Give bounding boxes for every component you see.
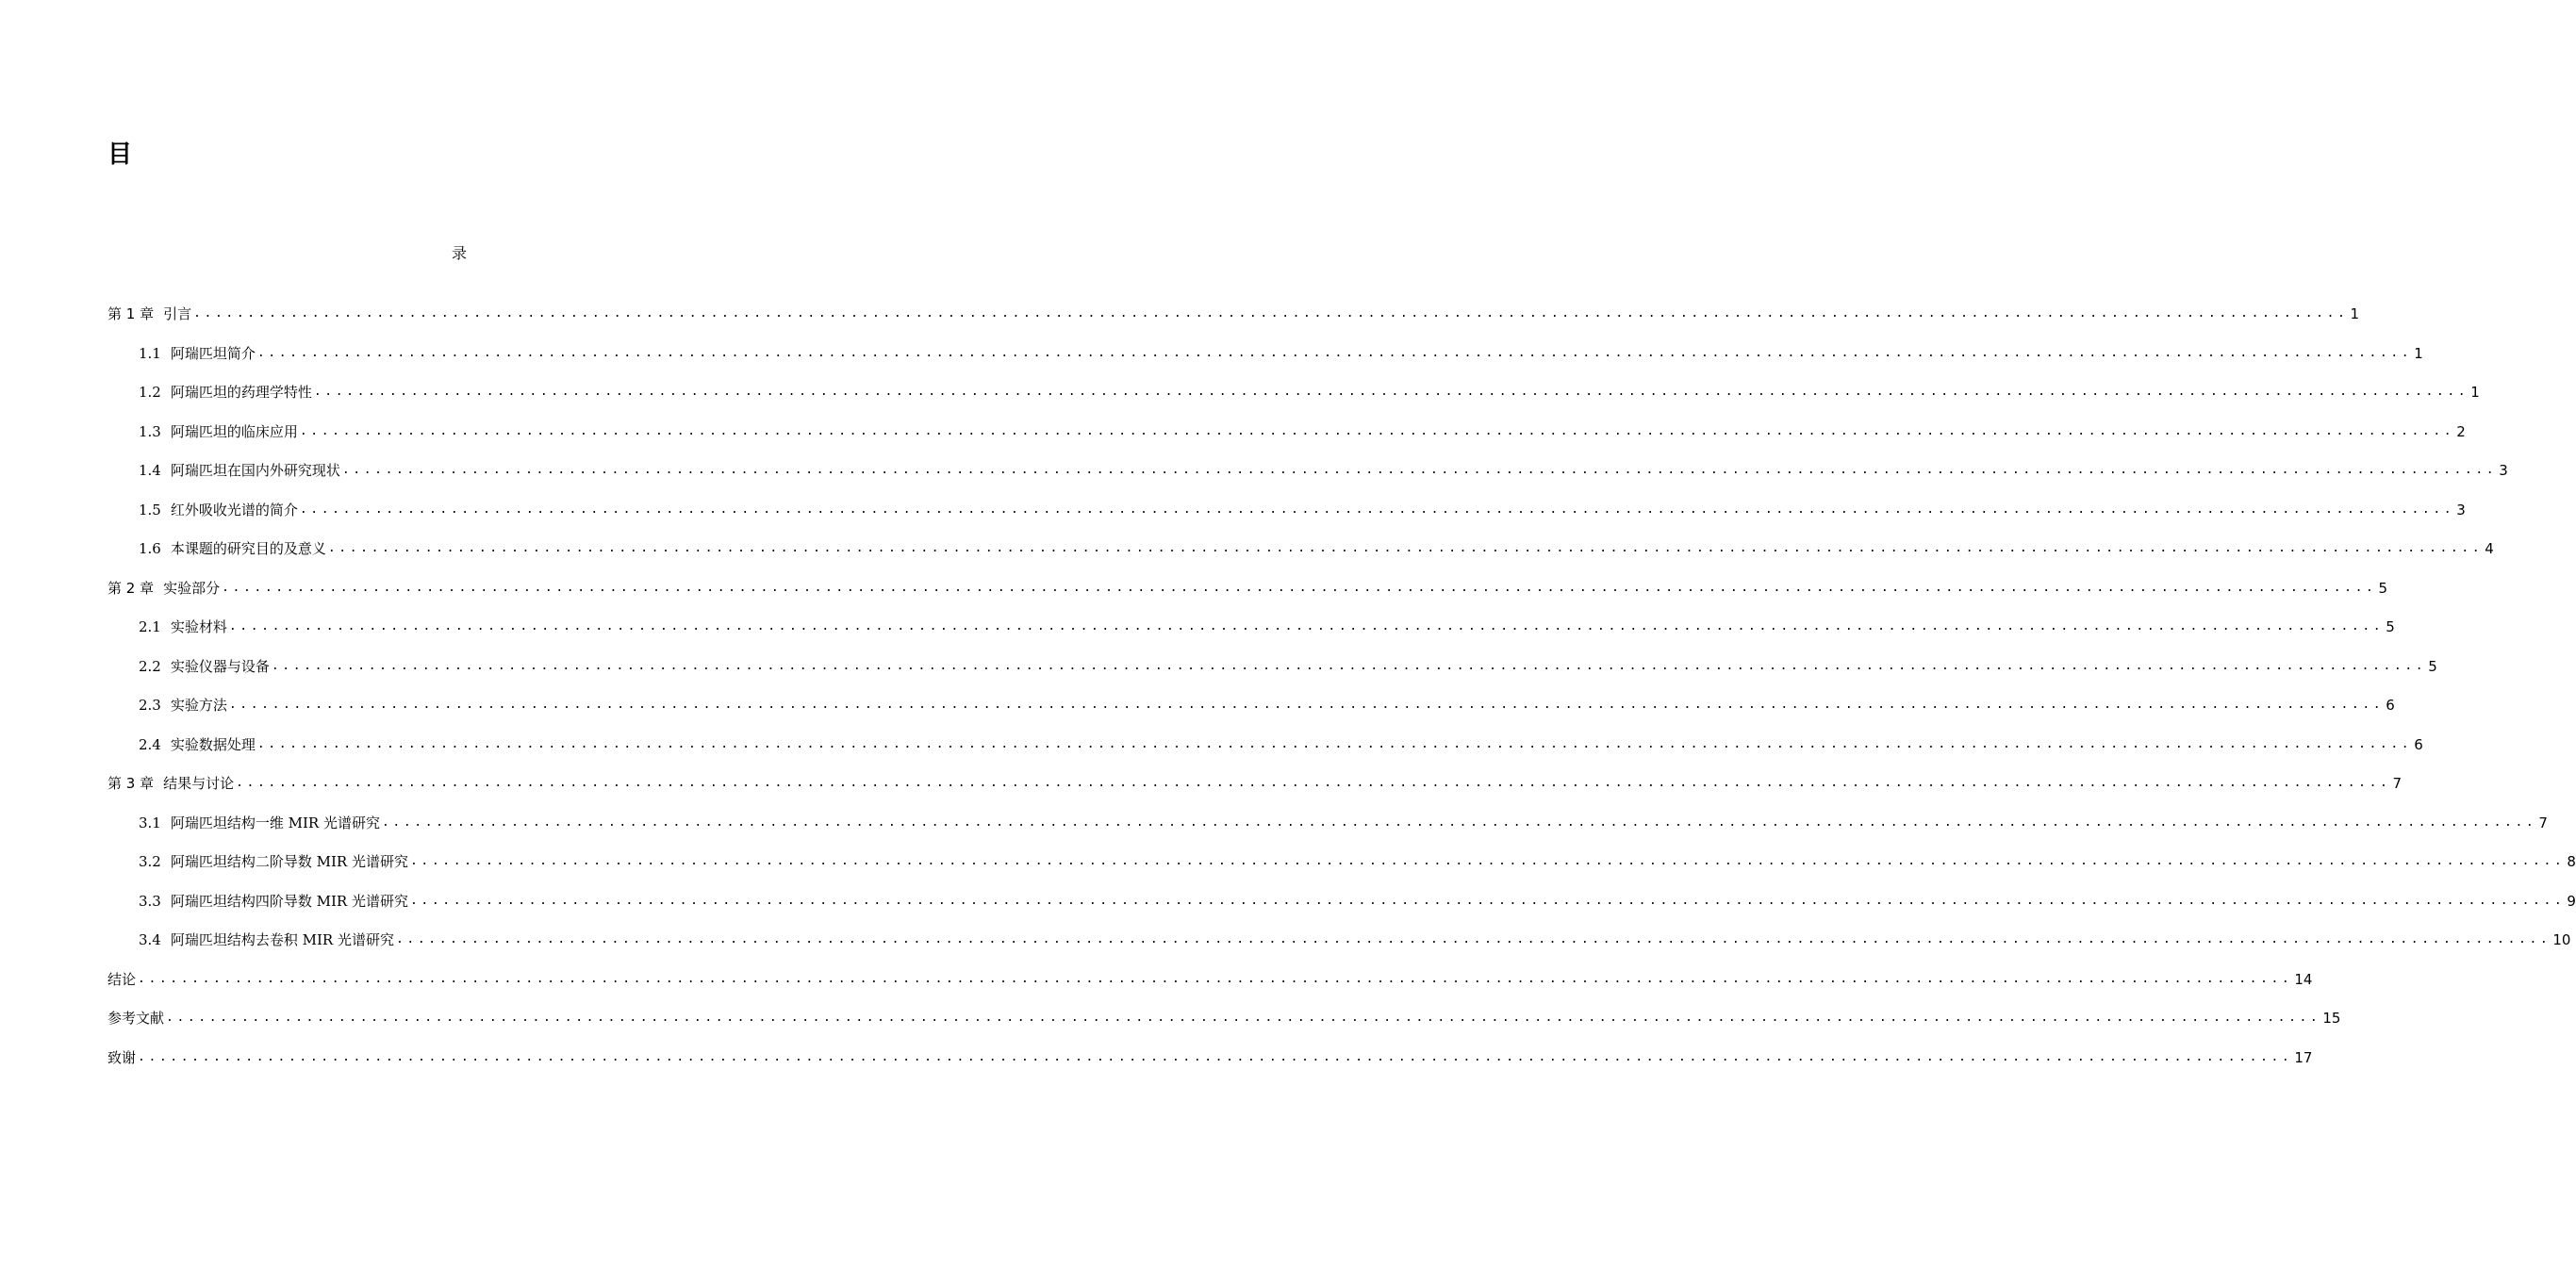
toc-page-number: 5 — [2428, 657, 2437, 675]
toc-entry-number: 3.4 — [139, 931, 161, 948]
toc-dot-leader: ........................................................................................................................................................................................................ — [138, 971, 2293, 986]
toc-dot-leader: ........................................................................................................................................................................................................ — [381, 814, 2537, 830]
toc-entry-text: 实验方法 — [170, 697, 227, 714]
toc-entry-text: 阿瑞匹坦结构二阶导数 MIR 光谱研究 — [170, 853, 408, 870]
toc-entry-title — [139, 381, 312, 403]
toc-dot-leader: ........................................................................................................................................................................................................ — [299, 502, 2455, 517]
toc-entry-text: 结论 — [107, 970, 137, 988]
toc-section-entry[interactable] — [107, 342, 2423, 382]
toc-entry-text: 本课题的研究目的及意义 — [170, 540, 326, 557]
toc-entry-text: 实验仪器与设备 — [170, 657, 270, 675]
toc-dot-leader: ........................................................................................................................................................................................................ — [327, 541, 2484, 555]
toc-entry-text: 阿瑞匹坦在国内外研究现状 — [170, 462, 340, 479]
toc-section-entry[interactable] — [107, 850, 2576, 890]
toc-page-number: 8 — [2567, 853, 2576, 870]
toc-entry-text: 阿瑞匹坦的药理学特性 — [170, 384, 312, 401]
toc-dot-leader: ........................................................................................................................................................................................................ — [138, 1049, 2293, 1064]
toc-entry-text: 实验数据处理 — [170, 735, 256, 753]
toc-dot-leader: ........................................................................................................................................................................................................ — [409, 854, 2566, 868]
toc-section-entry[interactable] — [107, 420, 2466, 460]
table-of-contents — [107, 303, 2576, 1085]
toc-dot-leader: ........................................................................................................................................................................................................ — [341, 463, 2498, 477]
toc-entry-text: 阿瑞匹坦结构四阶导数 MIR 光谱研究 — [170, 892, 408, 910]
toc-section-entry[interactable] — [107, 655, 2437, 695]
toc-dot-leader: ........................................................................................................................................................................................................ — [193, 306, 2349, 321]
toc-dot-leader: ........................................................................................................................................................................................................ — [271, 658, 2427, 673]
toc-dot-leader: ........................................................................................................................................................................................................ — [409, 893, 2566, 908]
toc-page-number: 14 — [2294, 970, 2313, 988]
toc-heading-first-char: 目 — [107, 140, 133, 169]
toc-chapter-entry[interactable] — [107, 772, 2402, 812]
toc-entry-title — [107, 1046, 136, 1069]
toc-section-entry[interactable] — [107, 459, 2508, 499]
toc-entry-title — [107, 577, 220, 600]
toc-dot-leader: ........................................................................................................................................................................................................ — [256, 345, 2413, 360]
toc-entry-title — [107, 968, 136, 991]
toc-entry-text: 红外吸收光谱的简介 — [170, 501, 298, 518]
toc-entry-title — [107, 772, 234, 795]
toc-section-entry[interactable] — [107, 381, 2480, 420]
toc-dot-leader: ........................................................................................................................................................................................................ — [236, 776, 2391, 790]
toc-entry-number: 1.3 — [139, 422, 161, 440]
toc-dot-leader: ........................................................................................................................................................................................................ — [222, 580, 2377, 595]
toc-dot-leader: ........................................................................................................................................................................................................ — [166, 1011, 2321, 1025]
toc-entry-title — [139, 342, 256, 365]
toc-entry-number: 第 1 章 — [107, 305, 155, 322]
toc-page-number: 3 — [2499, 462, 2508, 479]
toc-entry-text: 引言 — [163, 305, 192, 322]
toc-entry-title — [139, 890, 408, 913]
toc-page-number: 10 — [2552, 931, 2571, 948]
toc-dot-leader: ........................................................................................................................................................................................................ — [256, 736, 2413, 751]
toc-entry-text: 阿瑞匹坦的临床应用 — [170, 422, 298, 440]
toc-page-number: 6 — [2414, 735, 2423, 753]
toc-entry-number: 3.1 — [139, 814, 161, 831]
toc-dot-leader: ........................................................................................................................................................................................................ — [395, 932, 2551, 946]
toc-chapter-entry[interactable] — [107, 1046, 2313, 1086]
toc-section-entry[interactable] — [107, 890, 2576, 930]
toc-section-entry[interactable] — [107, 812, 2548, 851]
toc-entry-number: 3.2 — [139, 853, 161, 870]
toc-page-number: 2 — [2456, 422, 2466, 440]
toc-section-entry[interactable] — [107, 694, 2395, 733]
toc-page-number: 5 — [2386, 618, 2395, 635]
toc-entry-text: 结果与讨论 — [163, 775, 235, 792]
toc-entry-title — [139, 420, 298, 443]
toc-section-entry[interactable] — [107, 537, 2494, 577]
toc-dot-leader: ........................................................................................................................................................................................................ — [299, 423, 2455, 438]
toc-entry-title — [139, 499, 298, 521]
toc-chapter-entry[interactable] — [107, 577, 2387, 617]
toc-entry-title — [139, 537, 326, 560]
toc-dot-leader: ........................................................................................................................................................................................................ — [228, 698, 2385, 712]
toc-page-number: 4 — [2485, 540, 2494, 557]
toc-section-entry[interactable] — [107, 616, 2395, 655]
toc-entry-text: 阿瑞匹坦结构去卷积 MIR 光谱研究 — [170, 931, 394, 948]
toc-entry-title — [139, 694, 227, 716]
toc-entry-number: 2.2 — [139, 657, 161, 675]
toc-chapter-entry[interactable] — [107, 303, 2359, 342]
toc-page-number: 7 — [2392, 775, 2402, 792]
toc-entry-text: 参考文献 — [107, 1010, 165, 1027]
toc-entry-title — [139, 616, 227, 638]
toc-entry-title — [139, 459, 340, 482]
toc-entry-title — [107, 303, 191, 325]
toc-entry-number: 2.3 — [139, 697, 161, 714]
toc-dot-leader: ........................................................................................................................................................................................................ — [228, 619, 2385, 634]
toc-chapter-entry[interactable] — [107, 968, 2313, 1008]
toc-entry-text: 阿瑞匹坦结构一维 MIR 光谱研究 — [170, 814, 380, 831]
toc-entry-number: 第 2 章 — [107, 579, 155, 597]
toc-entry-text: 实验部分 — [163, 579, 221, 597]
toc-entry-title — [107, 1007, 164, 1029]
toc-entry-number: 3.3 — [139, 892, 161, 910]
toc-entry-title — [139, 812, 380, 834]
toc-entry-text: 阿瑞匹坦简介 — [170, 344, 256, 362]
toc-entry-number: 2.4 — [139, 735, 161, 753]
toc-entry-number: 1.2 — [139, 384, 161, 401]
toc-entry-text: 实验材料 — [170, 618, 227, 635]
toc-entry-number: 第 3 章 — [107, 775, 155, 792]
toc-entry-title — [139, 850, 408, 873]
toc-page-number: 1 — [2350, 305, 2359, 322]
toc-entry-title — [139, 929, 394, 951]
toc-entry-number: 1.5 — [139, 501, 161, 518]
toc-page-number: 6 — [2386, 697, 2395, 714]
toc-section-entry[interactable] — [107, 733, 2423, 773]
toc-section-entry[interactable] — [107, 929, 2571, 968]
toc-page-number: 1 — [2470, 384, 2480, 401]
toc-heading-second-char: 录 — [451, 244, 467, 262]
toc-page-number: 9 — [2567, 892, 2576, 910]
toc-chapter-entry[interactable] — [107, 1007, 2341, 1046]
toc-entry-number: 1.4 — [139, 462, 161, 479]
toc-page-number: 3 — [2456, 501, 2466, 518]
toc-entry-number: 1.6 — [139, 540, 161, 557]
toc-page-number: 5 — [2378, 579, 2387, 597]
toc-section-entry[interactable] — [107, 499, 2466, 538]
toc-entry-title — [139, 655, 270, 678]
toc-dot-leader: ........................................................................................................................................................................................................ — [313, 385, 2469, 399]
toc-page-number: 1 — [2414, 344, 2423, 362]
toc-entry-text: 致谢 — [107, 1048, 137, 1066]
toc-entry-title — [139, 733, 256, 756]
toc-page-number: 15 — [2322, 1010, 2341, 1027]
toc-page-number: 17 — [2294, 1048, 2313, 1066]
toc-page-number: 7 — [2538, 814, 2548, 831]
toc-entry-number: 2.1 — [139, 618, 161, 635]
toc-entry-number: 1.1 — [139, 344, 161, 362]
